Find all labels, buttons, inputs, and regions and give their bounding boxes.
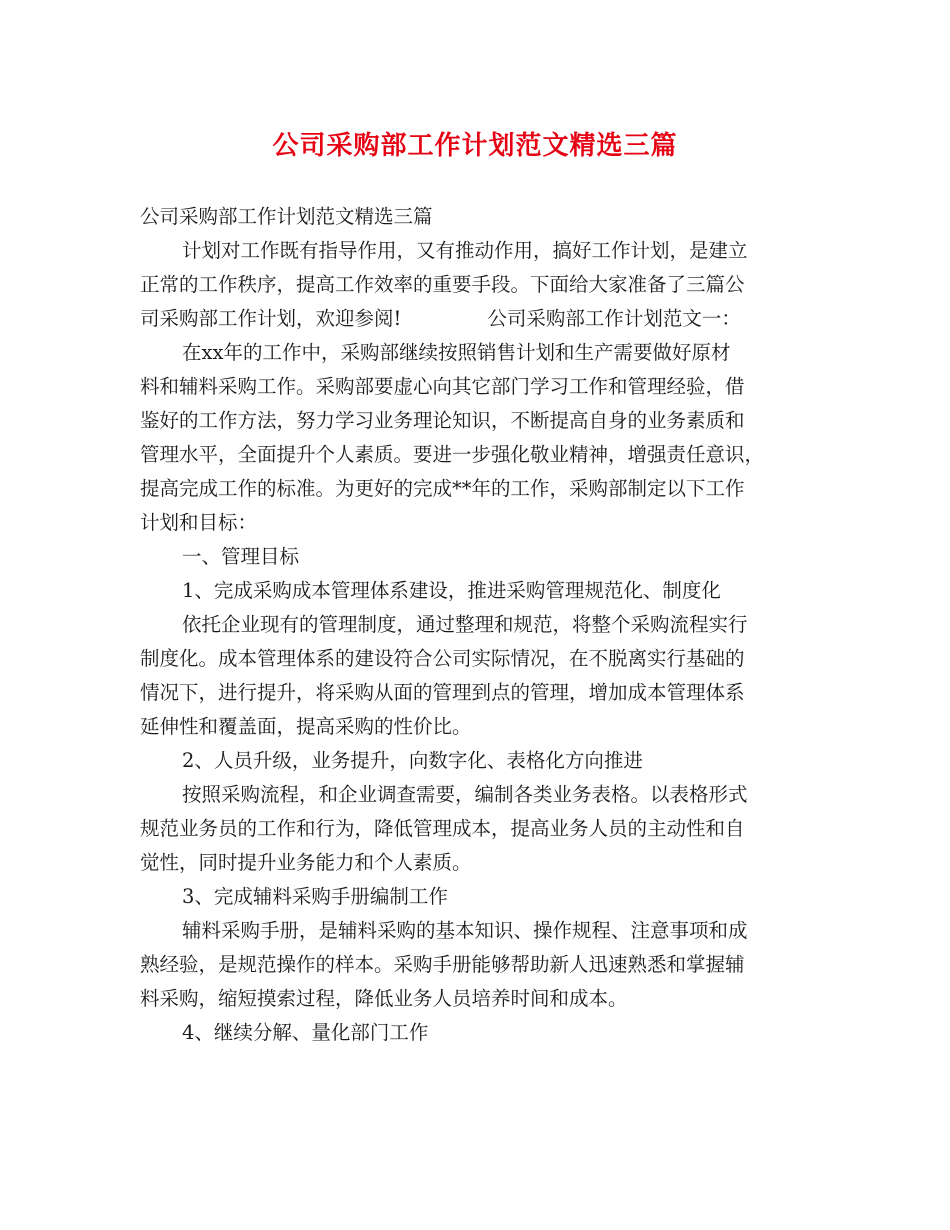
text-line: 依托企业现有的管理制度，通过整理和规范，将整个采购流程实行 xyxy=(182,613,748,636)
text-line: 料和辅料采购工作。采购部要虚心向其它部门学习工作和管理经验，借 xyxy=(140,375,745,398)
text-line: 鉴好的工作方法，努力学习业务理论知识，不断提高自身的业务素质和 xyxy=(140,409,745,432)
subsection-heading: 3、完成辅料采购手册编制工作 xyxy=(182,885,448,908)
text-line: 料采购，缩短摸索过程，降低业务人员培养时间和成本。 xyxy=(140,987,628,1010)
text-line: 情况下，进行提升，将采购从面的管理到点的管理，增加成本管理体系 xyxy=(140,681,745,704)
section-heading: 一、管理目标 xyxy=(182,545,300,568)
text-line: 熟经验，是规范操作的样本。采购手册能够帮助新人迅速熟悉和掌握辅 xyxy=(140,953,745,976)
text-line: 管理水平，全面提升个人素质。要进一步强化敬业精神，增强责任意识， xyxy=(140,443,765,466)
subsection-heading: 1、完成采购成本管理体系建设，推进采购管理规范化、制度化 xyxy=(182,579,721,602)
document-title: 公司采购部工作计划范文精选三篇 xyxy=(272,131,678,161)
text-line: 规范业务员的工作和行为，降低管理成本，提高业务人员的主动性和自 xyxy=(140,817,745,840)
text-line: 计划对工作既有指导作用，又有推动作用，搞好工作计划，是建立 xyxy=(182,239,748,262)
text-line: 提高完成工作的标准。为更好的完成**年的工作，采购部制定以下工作 xyxy=(140,477,745,500)
text-line: 在xx年的工作中，采购部继续按照销售计划和生产需要做好原材 xyxy=(182,341,731,364)
subsection-heading: 4、继续分解、量化部门工作 xyxy=(182,1021,429,1044)
section-heading: 公司采购部工作计划范文一： xyxy=(487,307,741,330)
text-line xyxy=(140,302,816,336)
text-line: 辅料采购手册，是辅料采购的基本知识、操作规程、注意事项和成 xyxy=(182,919,748,942)
subsection-heading: 2、人员升级，业务提升，向数字化、表格化方向推进 xyxy=(182,749,643,772)
text-line: 延伸性和覆盖面，提高采购的性价比。 xyxy=(140,715,472,738)
text-line: 公司采购部工作计划范文精选三篇 xyxy=(140,205,433,228)
text-line: 觉性，同时提升业务能力和个人素质。 xyxy=(140,851,472,874)
text-line: 正常的工作秩序，提高工作效率的重要手段。下面给大家准备了三篇公 xyxy=(140,273,745,296)
text-line: 计划和目标： xyxy=(140,511,258,534)
text-segment: 司采购部工作计划，欢迎参阅! xyxy=(140,307,402,330)
document-body xyxy=(140,200,816,1050)
text-line: 按照采购流程，和企业调查需要，编制各类业务表格。以表格形式 xyxy=(182,783,748,806)
text-line: 制度化。成本管理体系的建设符合公司实际情况，在不脱离实行基础的 xyxy=(140,647,745,670)
